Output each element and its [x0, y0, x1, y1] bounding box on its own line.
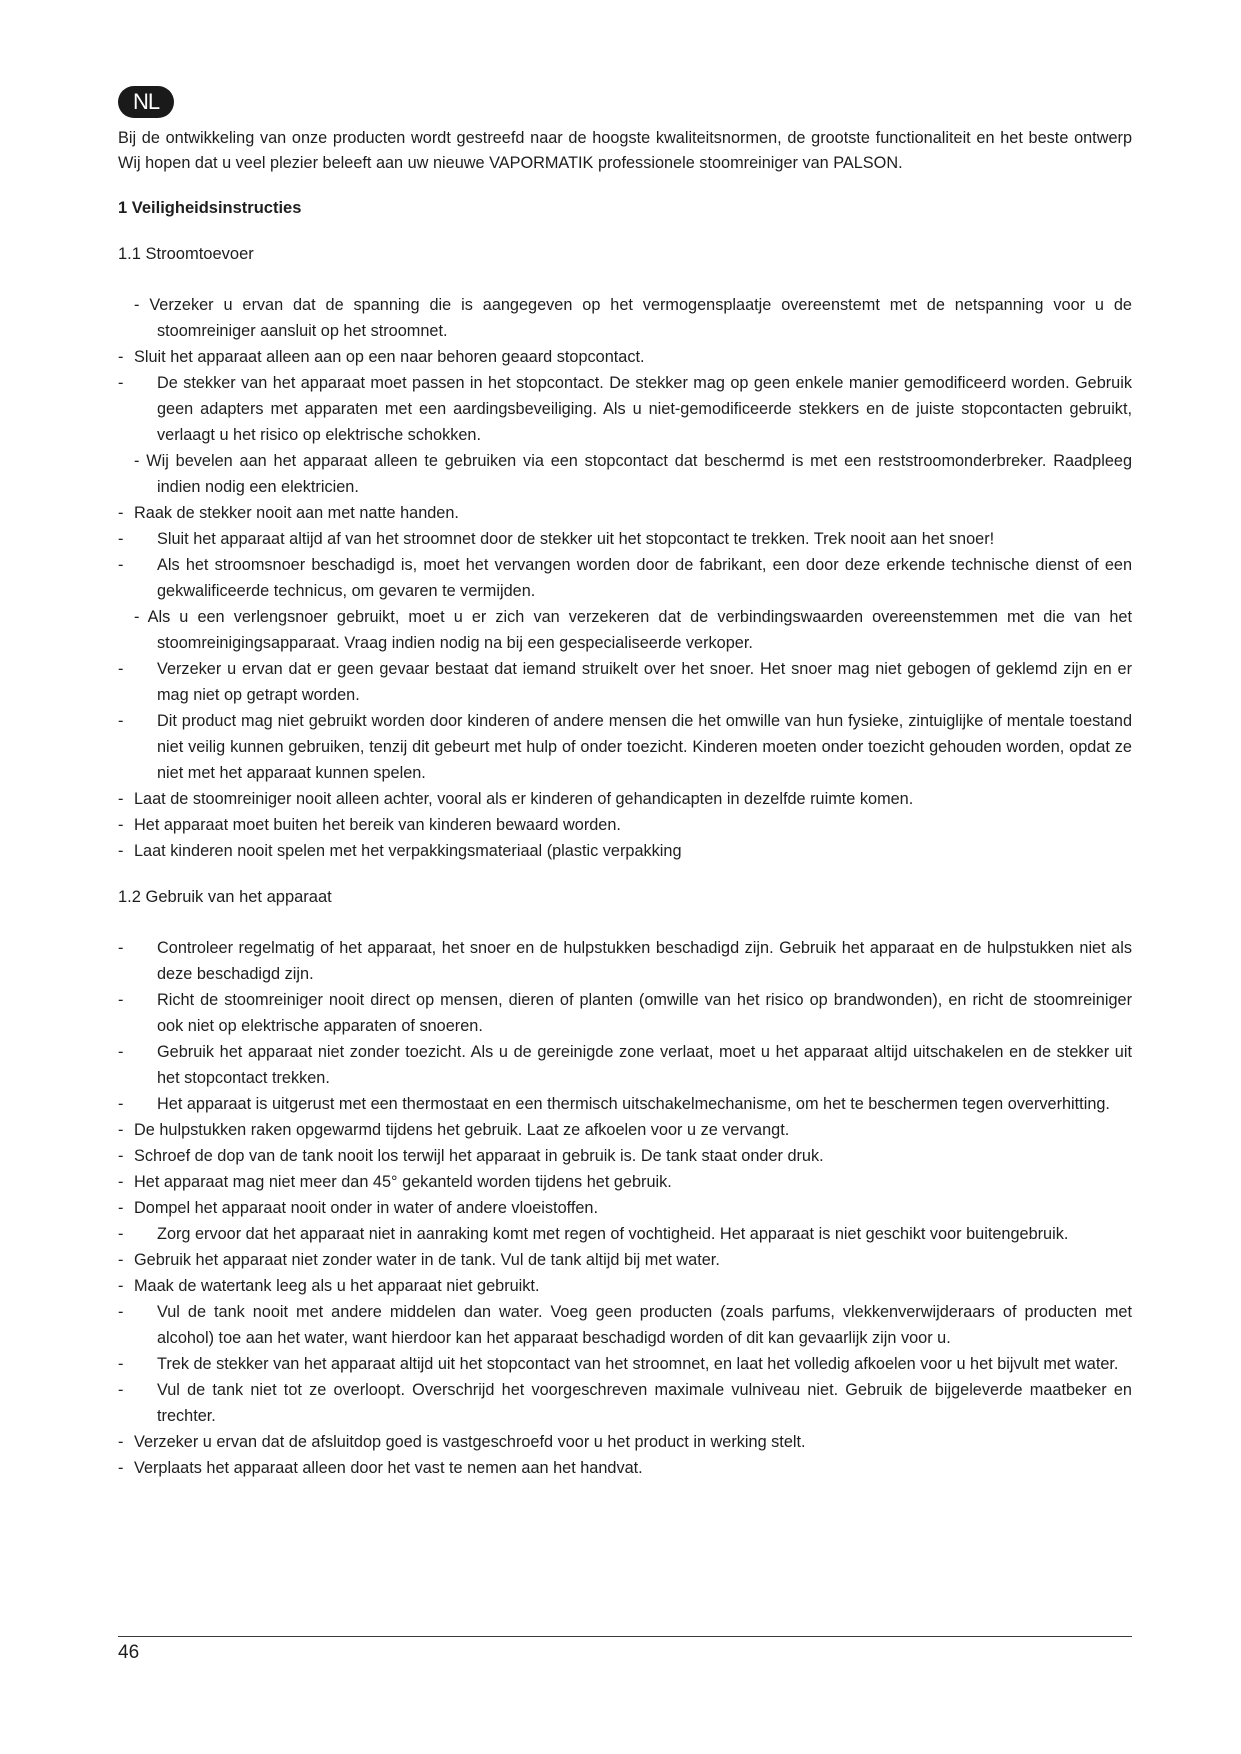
list-item: - Raak de stekker nooit aan met natte handen.	[118, 504, 459, 522]
list-item: - Het apparaat moet buiten het bereik van kinderen bewaard worden.	[118, 816, 621, 834]
list-item: - Verzeker u ervan dat er geen gevaar bestaat dat iemand struikelt over het snoer. Het snoer mag niet gebogen of geklemd zijn en er mag niet op getrapt worden.	[118, 660, 1132, 704]
page-content	[118, 86, 1132, 1481]
list-item: - Vul de tank niet tot ze overloopt. Overschrijd het voorgeschreven maximale vulniveau niet. Gebruik de bijgeleverde maatbeker en trechter.	[118, 1381, 1132, 1425]
section-title: 1 Veiligheidsinstructies	[118, 199, 302, 217]
list-item: - Richt de stoomreiniger nooit direct op mensen, dieren of planten (omwille van het risico op brandwonden), en richt de stoomreiniger ook niet op elektrische apparaten of snoeren.	[118, 991, 1132, 1035]
list-item: - Wij bevelen aan het apparaat alleen te gebruiken via een stopcontact dat beschermd is met een reststroomonderbreker. Raadpleeg indien nodig een elektricien.	[134, 452, 1132, 496]
footer-divider	[118, 1636, 1132, 1637]
list-item: - Gebruik het apparaat niet zonder water in de tank. Vul de tank altijd bij met water.	[118, 1251, 720, 1269]
page-number: 46	[118, 1642, 140, 1663]
list-item: - Het apparaat is uitgerust met een thermostaat en een thermisch uitschakelmechanisme, om het te beschermen tegen oververhitting.	[118, 1095, 1110, 1113]
list-item: - Controleer regelmatig of het apparaat, het snoer en de hulpstukken beschadigd zijn. Gebruik het apparaat en de hulpstukken niet als deze beschadigd zijn.	[118, 939, 1132, 983]
list-item: - Als het stroomsnoer beschadigd is, moet het vervangen worden door de fabrikant, een door deze erkende technische dienst of een gekwalificeerde technicus, om gevaren te vermijden.	[118, 556, 1132, 600]
list-item: - Verzeker u ervan dat de spanning die is aangegeven op het vermogensplaatje overeenstemt met de netspanning voor u de stoomreiniger aansluit op het stroomnet.	[134, 296, 1132, 340]
list-item: - Vul de tank nooit met andere middelen dan water. Voeg geen producten (zoals parfums, vlekkenverwijderaars of producten met alcohol) toe aan het water, want hierdoor kan het apparaat beschadigd worden of dit kan gevaarlijk zijn voor u.	[118, 1303, 1132, 1347]
list-item: - Zorg ervoor dat het apparaat niet in aanraking komt met regen of vochtigheid. Het apparaat is niet geschikt voor buitengebruik.	[118, 1225, 1069, 1243]
language-badge: NL	[118, 86, 174, 118]
list-item: - Trek de stekker van het apparaat altijd uit het stopcontact van het stroomnet, en laat het volledig afkoelen voor u het bijvult met water.	[118, 1355, 1119, 1373]
subsection-title-usage: 1.2 Gebruik van het apparaat	[118, 888, 332, 906]
list-item: - De hulpstukken raken opgewarmd tijdens het gebruik. Laat ze afkoelen voor u ze vervangt.	[118, 1121, 790, 1139]
list-item: - Schroef de dop van de tank nooit los terwijl het apparaat in gebruik is. De tank staat onder druk.	[118, 1147, 824, 1165]
list-item: - Laat kinderen nooit spelen met het verpakkingsmateriaal (plastic verpakking	[118, 842, 682, 860]
list-item: - Sluit het apparaat altijd af van het stroomnet door de stekker uit het stopcontact te trekken. Trek nooit aan het snoer!	[118, 530, 995, 548]
dash: -	[134, 296, 150, 314]
list-item: - Gebruik het apparaat niet zonder toezicht. Als u de gereinigde zone verlaat, moet u het apparaat altijd uitschakelen en de stekker uit het stopcontact trekken.	[118, 1043, 1132, 1087]
list-item: - Verzeker u ervan dat de afsluitdop goed is vastgeschroefd voor u het product in werking stelt.	[118, 1433, 806, 1451]
list-item: - Als u een verlengsnoer gebruikt, moet u er zich van verzekeren dat de verbindingswaarden overeenstemmen met die van het stoomreinigingsapparaat. Vraag indien nodig na bij een gespecialiseerde verkoper.	[134, 608, 1132, 652]
list-item: - Verplaats het apparaat alleen door het vast te nemen aan het handvat.	[118, 1459, 643, 1477]
list-item: - Dit product mag niet gebruikt worden door kinderen of andere mensen die het omwille van hun fysieke, zintuiglijke of mentale toestand niet veilig kunnen gebruiken, tenzij dit gebeurt met hulp of onder toezicht. Kinderen moeten onder toezicht gehouden worden, opdat ze niet met het apparaat kunnen spelen.	[118, 712, 1132, 782]
list-item: - Sluit het apparaat alleen aan op een naar behoren geaard stopcontact.	[118, 348, 645, 366]
list-item: - De stekker van het apparaat moet passen in het stopcontact. De stekker mag op geen enkele manier gemodificeerd worden. Gebruik geen adapters met apparaten met een aardingsbeveiliging. Als u niet-gemodificeerde stekkers en de juiste stopcontacten gebruikt, verlaagt u het risico op elektrische schokken.	[118, 374, 1132, 444]
list-item: - Laat de stoomreiniger nooit alleen achter, vooral als er kinderen of gehandicapten in dezelfde ruimte komen.	[118, 790, 914, 808]
list-item: - Het apparaat mag niet meer dan 45° gekanteld worden tijdens het gebruik.	[118, 1173, 672, 1191]
intro-paragraph: Bij de ontwikkeling van onze producten wordt gestreefd naar de hoogste kwaliteitsnormen, de grootste functionaliteit en het beste ontwerp Wij hopen dat u veel plezier beleeft aan uw nieuwe VAPORMATIK professionele stoomreiniger van PALSON.	[118, 129, 1132, 172]
list-item: - Dompel het apparaat nooit onder in water of andere vloeistoffen.	[118, 1199, 599, 1217]
list-item: - Maak de watertank leeg als u het apparaat niet gebruikt.	[118, 1277, 540, 1295]
usage-instructions-list	[118, 935, 1132, 1481]
power-instructions-list	[118, 292, 1132, 864]
subsection-title-power: 1.1 Stroomtoevoer	[118, 245, 254, 263]
